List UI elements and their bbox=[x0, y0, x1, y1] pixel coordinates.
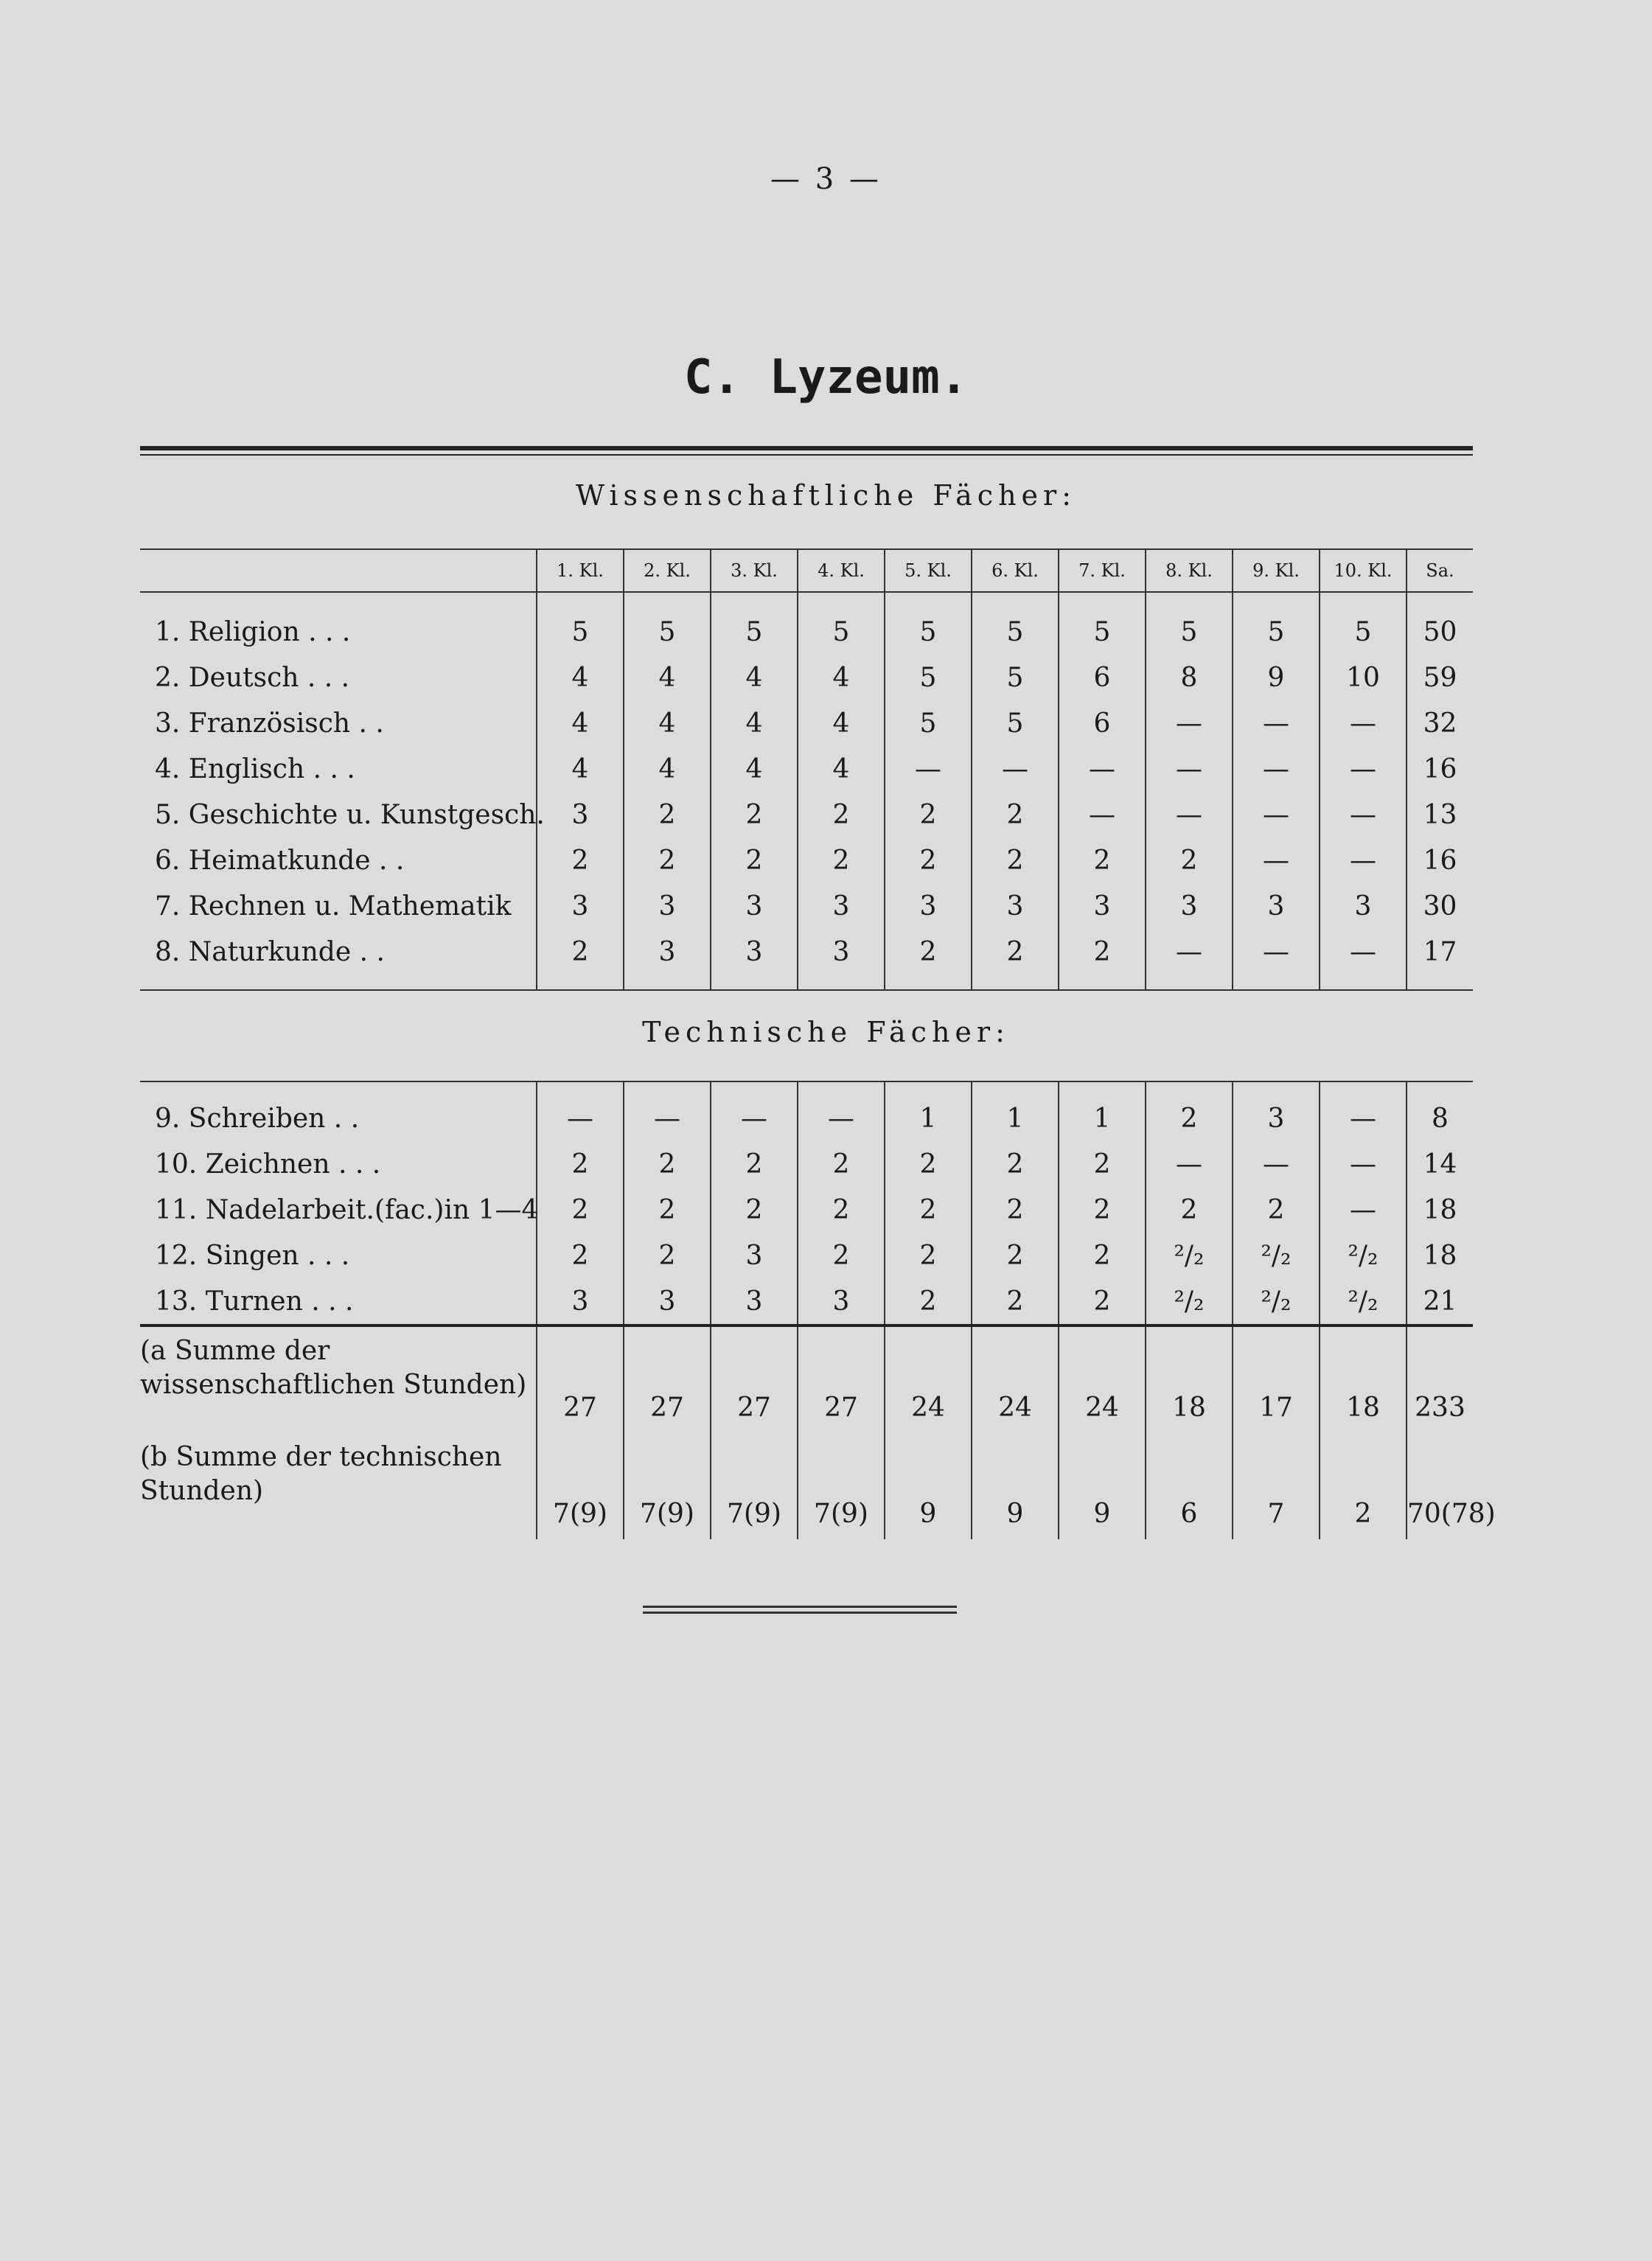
table-cell: 3 bbox=[624, 1278, 711, 1325]
row-sum-cell: 16 bbox=[1407, 837, 1473, 883]
table-cell: 3 bbox=[711, 1278, 798, 1325]
table-cell: 9 bbox=[972, 1433, 1059, 1539]
table-cell: — bbox=[1233, 746, 1320, 792]
table-cell: 3 bbox=[798, 929, 885, 990]
row-label: 2. Deutsch . . . bbox=[155, 662, 350, 693]
table-cell: 7 bbox=[1233, 1433, 1320, 1539]
table-row bbox=[140, 1141, 1473, 1187]
row-label: 10. Zeichnen . . . bbox=[155, 1149, 381, 1180]
table-cell: — bbox=[1233, 929, 1320, 990]
table-row bbox=[140, 1327, 1473, 1433]
header-corner bbox=[140, 549, 537, 592]
table-row bbox=[140, 746, 1473, 792]
table-cell: 3 bbox=[798, 883, 885, 929]
title-rule-thin bbox=[140, 454, 1473, 456]
end-rule-top bbox=[643, 1606, 957, 1608]
table-cell: 1 bbox=[1059, 1081, 1146, 1141]
row-label: 6. Heimatkunde . . bbox=[155, 845, 405, 876]
row-label: 7. Rechnen u. Mathematik bbox=[155, 891, 512, 922]
table-cell: 2 bbox=[1059, 1187, 1146, 1233]
table-cell: 5 bbox=[972, 700, 1059, 746]
table-cell: 2 bbox=[1059, 1233, 1146, 1278]
table-row bbox=[140, 1433, 1473, 1539]
table-cell: 2 bbox=[624, 1233, 711, 1278]
table-cell: — bbox=[972, 746, 1059, 792]
table-cell: — bbox=[1233, 1141, 1320, 1187]
table-cell: 4 bbox=[711, 746, 798, 792]
table-cell: 2 bbox=[1059, 929, 1146, 990]
table-cell: — bbox=[537, 1081, 624, 1141]
table-cell: 4 bbox=[711, 655, 798, 700]
table-cell: 9 bbox=[1233, 655, 1320, 700]
table-cell: 17 bbox=[1233, 1327, 1320, 1433]
table-cell: 2 bbox=[537, 1141, 624, 1187]
table-cell: — bbox=[1320, 1141, 1407, 1187]
table-cell: 5 bbox=[1233, 592, 1320, 655]
row-label: 8. Naturkunde . . bbox=[155, 936, 385, 967]
row-sum-cell: 16 bbox=[1407, 746, 1473, 792]
column-header-sum: Sa. bbox=[1407, 549, 1473, 592]
table-cell: 2 bbox=[537, 929, 624, 990]
table-cell: 5 bbox=[885, 700, 972, 746]
table-cell: ²/₂ bbox=[1146, 1233, 1233, 1278]
page-number: — 3 — bbox=[770, 162, 882, 196]
table-cell: 3 bbox=[537, 792, 624, 837]
header-row bbox=[140, 549, 1473, 592]
table-cell: 2 bbox=[1146, 1081, 1233, 1141]
table-cell: 3 bbox=[711, 883, 798, 929]
table-cell: 5 bbox=[972, 592, 1059, 655]
table-cell: — bbox=[1146, 929, 1233, 990]
page-title: C. Lyzeum. bbox=[683, 350, 969, 405]
table-cell: 10 bbox=[1320, 655, 1407, 700]
table-cell: 27 bbox=[711, 1327, 798, 1433]
table-cell: — bbox=[1320, 746, 1407, 792]
table-cell: — bbox=[1059, 746, 1146, 792]
table-cell: — bbox=[1320, 792, 1407, 837]
table-cell: 4 bbox=[798, 655, 885, 700]
table-cell: — bbox=[1320, 929, 1407, 990]
row-sum-cell: 18 bbox=[1407, 1233, 1473, 1278]
table-cell: 4 bbox=[537, 655, 624, 700]
table-cell: 4 bbox=[798, 746, 885, 792]
table-cell: 2 bbox=[711, 1141, 798, 1187]
table-cell: 3 bbox=[1233, 1081, 1320, 1141]
table-cell: — bbox=[1059, 792, 1146, 837]
row-label: (b Summe der technischen Stunden) bbox=[140, 1442, 502, 1506]
table-cell: 2 bbox=[537, 1233, 624, 1278]
table-cell: 3 bbox=[1320, 883, 1407, 929]
table-cell: 6 bbox=[1059, 655, 1146, 700]
column-header: 5. Kl. bbox=[885, 549, 972, 592]
row-label: 12. Singen . . . bbox=[155, 1240, 350, 1271]
section-heading-technisch: Technische Fächer: bbox=[642, 1016, 1010, 1048]
table-cell: 3 bbox=[1146, 883, 1233, 929]
table-cell: 27 bbox=[798, 1327, 885, 1433]
table-cell: — bbox=[1233, 837, 1320, 883]
table-cell: — bbox=[1320, 1081, 1407, 1141]
table-cell: 3 bbox=[711, 1233, 798, 1278]
row-label: 11. Nadelarbeit.(fac.)in 1—4 bbox=[155, 1194, 539, 1225]
row-sum-cell: 70(78) bbox=[1407, 1433, 1473, 1539]
table-cell: 2 bbox=[624, 1141, 711, 1187]
table-cell: 24 bbox=[972, 1327, 1059, 1433]
table-cell: 4 bbox=[624, 746, 711, 792]
row-sum-cell: 14 bbox=[1407, 1141, 1473, 1187]
table-cell: 2 bbox=[1146, 1187, 1233, 1233]
table-cell: — bbox=[798, 1081, 885, 1141]
table-cell: — bbox=[1146, 792, 1233, 837]
table-cell: 2 bbox=[711, 1187, 798, 1233]
table-cell: 5 bbox=[885, 655, 972, 700]
table-cell: 5 bbox=[1146, 592, 1233, 655]
table-cell: ²/₂ bbox=[1233, 1278, 1320, 1325]
table-cell: 3 bbox=[537, 883, 624, 929]
table-cell: 2 bbox=[972, 1278, 1059, 1325]
table-cell: — bbox=[1146, 746, 1233, 792]
table-cell: 2 bbox=[1059, 1141, 1146, 1187]
table-cell: 2 bbox=[885, 837, 972, 883]
column-header: 9. Kl. bbox=[1233, 549, 1320, 592]
row-sum-cell: 59 bbox=[1407, 655, 1473, 700]
table-cell: 2 bbox=[1059, 837, 1146, 883]
row-sum-cell: 17 bbox=[1407, 929, 1473, 990]
table-cell: 2 bbox=[972, 792, 1059, 837]
table-cell: 2 bbox=[1059, 1278, 1146, 1325]
table-cell: 2 bbox=[711, 837, 798, 883]
table-cell: 2 bbox=[537, 1187, 624, 1233]
table-cell: 4 bbox=[798, 700, 885, 746]
table-cell: 1 bbox=[972, 1081, 1059, 1141]
table-cell: 2 bbox=[1320, 1433, 1407, 1539]
table-cell: 4 bbox=[711, 700, 798, 746]
row-sum-cell: 21 bbox=[1407, 1278, 1473, 1325]
column-header: 7. Kl. bbox=[1059, 549, 1146, 592]
table-cell: 4 bbox=[537, 700, 624, 746]
table-cell: 7(9) bbox=[537, 1433, 624, 1539]
table-cell: 6 bbox=[1059, 700, 1146, 746]
table-cell: 2 bbox=[885, 1278, 972, 1325]
table-row bbox=[140, 655, 1473, 700]
row-sum-cell: 30 bbox=[1407, 883, 1473, 929]
table-cell: — bbox=[1233, 792, 1320, 837]
column-header: 3. Kl. bbox=[711, 549, 798, 592]
row-label: 1. Religion . . . bbox=[155, 616, 351, 647]
table-cell: 2 bbox=[798, 1187, 885, 1233]
table-row bbox=[140, 929, 1473, 990]
column-header: 2. Kl. bbox=[624, 549, 711, 592]
table-cell: 24 bbox=[885, 1327, 972, 1433]
end-rule-bottom bbox=[643, 1612, 957, 1614]
row-label: (a Summe der wissenschaftlichen Stunden) bbox=[140, 1336, 527, 1400]
table-cell: — bbox=[1320, 700, 1407, 746]
table-cell: 4 bbox=[624, 655, 711, 700]
table-cell: 1 bbox=[885, 1081, 972, 1141]
table-cell: 9 bbox=[1059, 1433, 1146, 1539]
table-cell: 2 bbox=[972, 837, 1059, 883]
table-cell: ²/₂ bbox=[1233, 1233, 1320, 1278]
table-cell: 2 bbox=[972, 929, 1059, 990]
table-cell: 2 bbox=[885, 1233, 972, 1278]
table-cell: 3 bbox=[1233, 883, 1320, 929]
table-cell: 2 bbox=[798, 792, 885, 837]
table-cell: 3 bbox=[972, 883, 1059, 929]
table-cell: 3 bbox=[1059, 883, 1146, 929]
title-rule-thick bbox=[140, 446, 1473, 450]
table-cell: ²/₂ bbox=[1320, 1278, 1407, 1325]
table-cell: — bbox=[624, 1081, 711, 1141]
table-cell: 2 bbox=[972, 1187, 1059, 1233]
table-cell: 3 bbox=[798, 1278, 885, 1325]
table-cell: 5 bbox=[537, 592, 624, 655]
table-row bbox=[140, 592, 1473, 655]
table-cell: — bbox=[711, 1081, 798, 1141]
table-cell: 2 bbox=[1233, 1187, 1320, 1233]
table-cell: 2 bbox=[624, 792, 711, 837]
column-header: 8. Kl. bbox=[1146, 549, 1233, 592]
table-cell: 5 bbox=[798, 592, 885, 655]
table-cell: 2 bbox=[885, 792, 972, 837]
table-cell: 2 bbox=[624, 837, 711, 883]
table-cell: 7(9) bbox=[798, 1433, 885, 1539]
row-label: 9. Schreiben . . bbox=[155, 1103, 360, 1134]
table-cell: 5 bbox=[972, 655, 1059, 700]
table-cell: 2 bbox=[798, 1233, 885, 1278]
table-cell: 3 bbox=[624, 929, 711, 990]
table-cell: 18 bbox=[1320, 1327, 1407, 1433]
row-label: 3. Französisch . . bbox=[155, 708, 384, 739]
table-row bbox=[140, 1278, 1473, 1325]
table-cell: 2 bbox=[798, 837, 885, 883]
table-cell: 2 bbox=[624, 1187, 711, 1233]
table-cell: 2 bbox=[537, 837, 624, 883]
table-cell: 27 bbox=[537, 1327, 624, 1433]
table-row bbox=[140, 1187, 1473, 1233]
table-cell: 7(9) bbox=[624, 1433, 711, 1539]
row-sum-cell: 13 bbox=[1407, 792, 1473, 837]
table-cell: 3 bbox=[624, 883, 711, 929]
row-sum-cell: 18 bbox=[1407, 1187, 1473, 1233]
table-cell: 2 bbox=[885, 1187, 972, 1233]
table-cell: 3 bbox=[711, 929, 798, 990]
section-heading-wissenschaftlich: Wissenschaftliche Fächer: bbox=[575, 479, 1077, 512]
table-row bbox=[140, 883, 1473, 929]
table-cell: 4 bbox=[537, 746, 624, 792]
table-cell: 27 bbox=[624, 1327, 711, 1433]
table-cell: 2 bbox=[972, 1141, 1059, 1187]
table-row bbox=[140, 792, 1473, 837]
table-cell: 4 bbox=[624, 700, 711, 746]
table-cell: 2 bbox=[885, 1141, 972, 1187]
table-cell: ²/₂ bbox=[1146, 1278, 1233, 1325]
table-cell: 2 bbox=[711, 792, 798, 837]
column-header: 10. Kl. bbox=[1320, 549, 1407, 592]
table-cell: — bbox=[885, 746, 972, 792]
table-row bbox=[140, 837, 1473, 883]
table-cell: — bbox=[1320, 837, 1407, 883]
row-label: 5. Geschichte u. Kunstgesch. bbox=[155, 799, 545, 830]
table-cell: 5 bbox=[885, 592, 972, 655]
table-cell: 6 bbox=[1146, 1433, 1233, 1539]
table-row bbox=[140, 1081, 1473, 1141]
table-cell: 18 bbox=[1146, 1327, 1233, 1433]
row-sum-cell: 8 bbox=[1407, 1081, 1473, 1141]
table-cell: 2 bbox=[798, 1141, 885, 1187]
table-cell: 2 bbox=[1146, 837, 1233, 883]
table-cell: — bbox=[1146, 1141, 1233, 1187]
table-cell: 5 bbox=[624, 592, 711, 655]
table-cell: 8 bbox=[1146, 655, 1233, 700]
row-sum-cell: 32 bbox=[1407, 700, 1473, 746]
table-row bbox=[140, 1233, 1473, 1278]
column-header: 1. Kl. bbox=[537, 549, 624, 592]
table-cell: 24 bbox=[1059, 1327, 1146, 1433]
table-technische-faecher bbox=[140, 1081, 1473, 1327]
row-label: 4. Englisch . . . bbox=[155, 753, 355, 784]
table-cell: 2 bbox=[972, 1233, 1059, 1278]
table-row bbox=[140, 700, 1473, 746]
column-header: 6. Kl. bbox=[972, 549, 1059, 592]
table-cell: 3 bbox=[885, 883, 972, 929]
table-cell: 7(9) bbox=[711, 1433, 798, 1539]
table-cell: 5 bbox=[1320, 592, 1407, 655]
row-sum-cell: 50 bbox=[1407, 592, 1473, 655]
table-cell: — bbox=[1146, 700, 1233, 746]
table-cell: — bbox=[1233, 700, 1320, 746]
table-cell: 9 bbox=[885, 1433, 972, 1539]
table-summen bbox=[140, 1327, 1496, 1539]
table-cell: 3 bbox=[537, 1278, 624, 1325]
row-sum-cell: 233 bbox=[1407, 1327, 1473, 1433]
table-cell: 2 bbox=[885, 929, 972, 990]
table-cell: 5 bbox=[1059, 592, 1146, 655]
table-cell: 5 bbox=[711, 592, 798, 655]
table-cell: — bbox=[1320, 1187, 1407, 1233]
table-cell: ²/₂ bbox=[1320, 1233, 1407, 1278]
column-header: 4. Kl. bbox=[798, 549, 885, 592]
table-wissenschaftliche-faecher bbox=[140, 548, 1473, 991]
row-label: 13. Turnen . . . bbox=[155, 1286, 354, 1317]
